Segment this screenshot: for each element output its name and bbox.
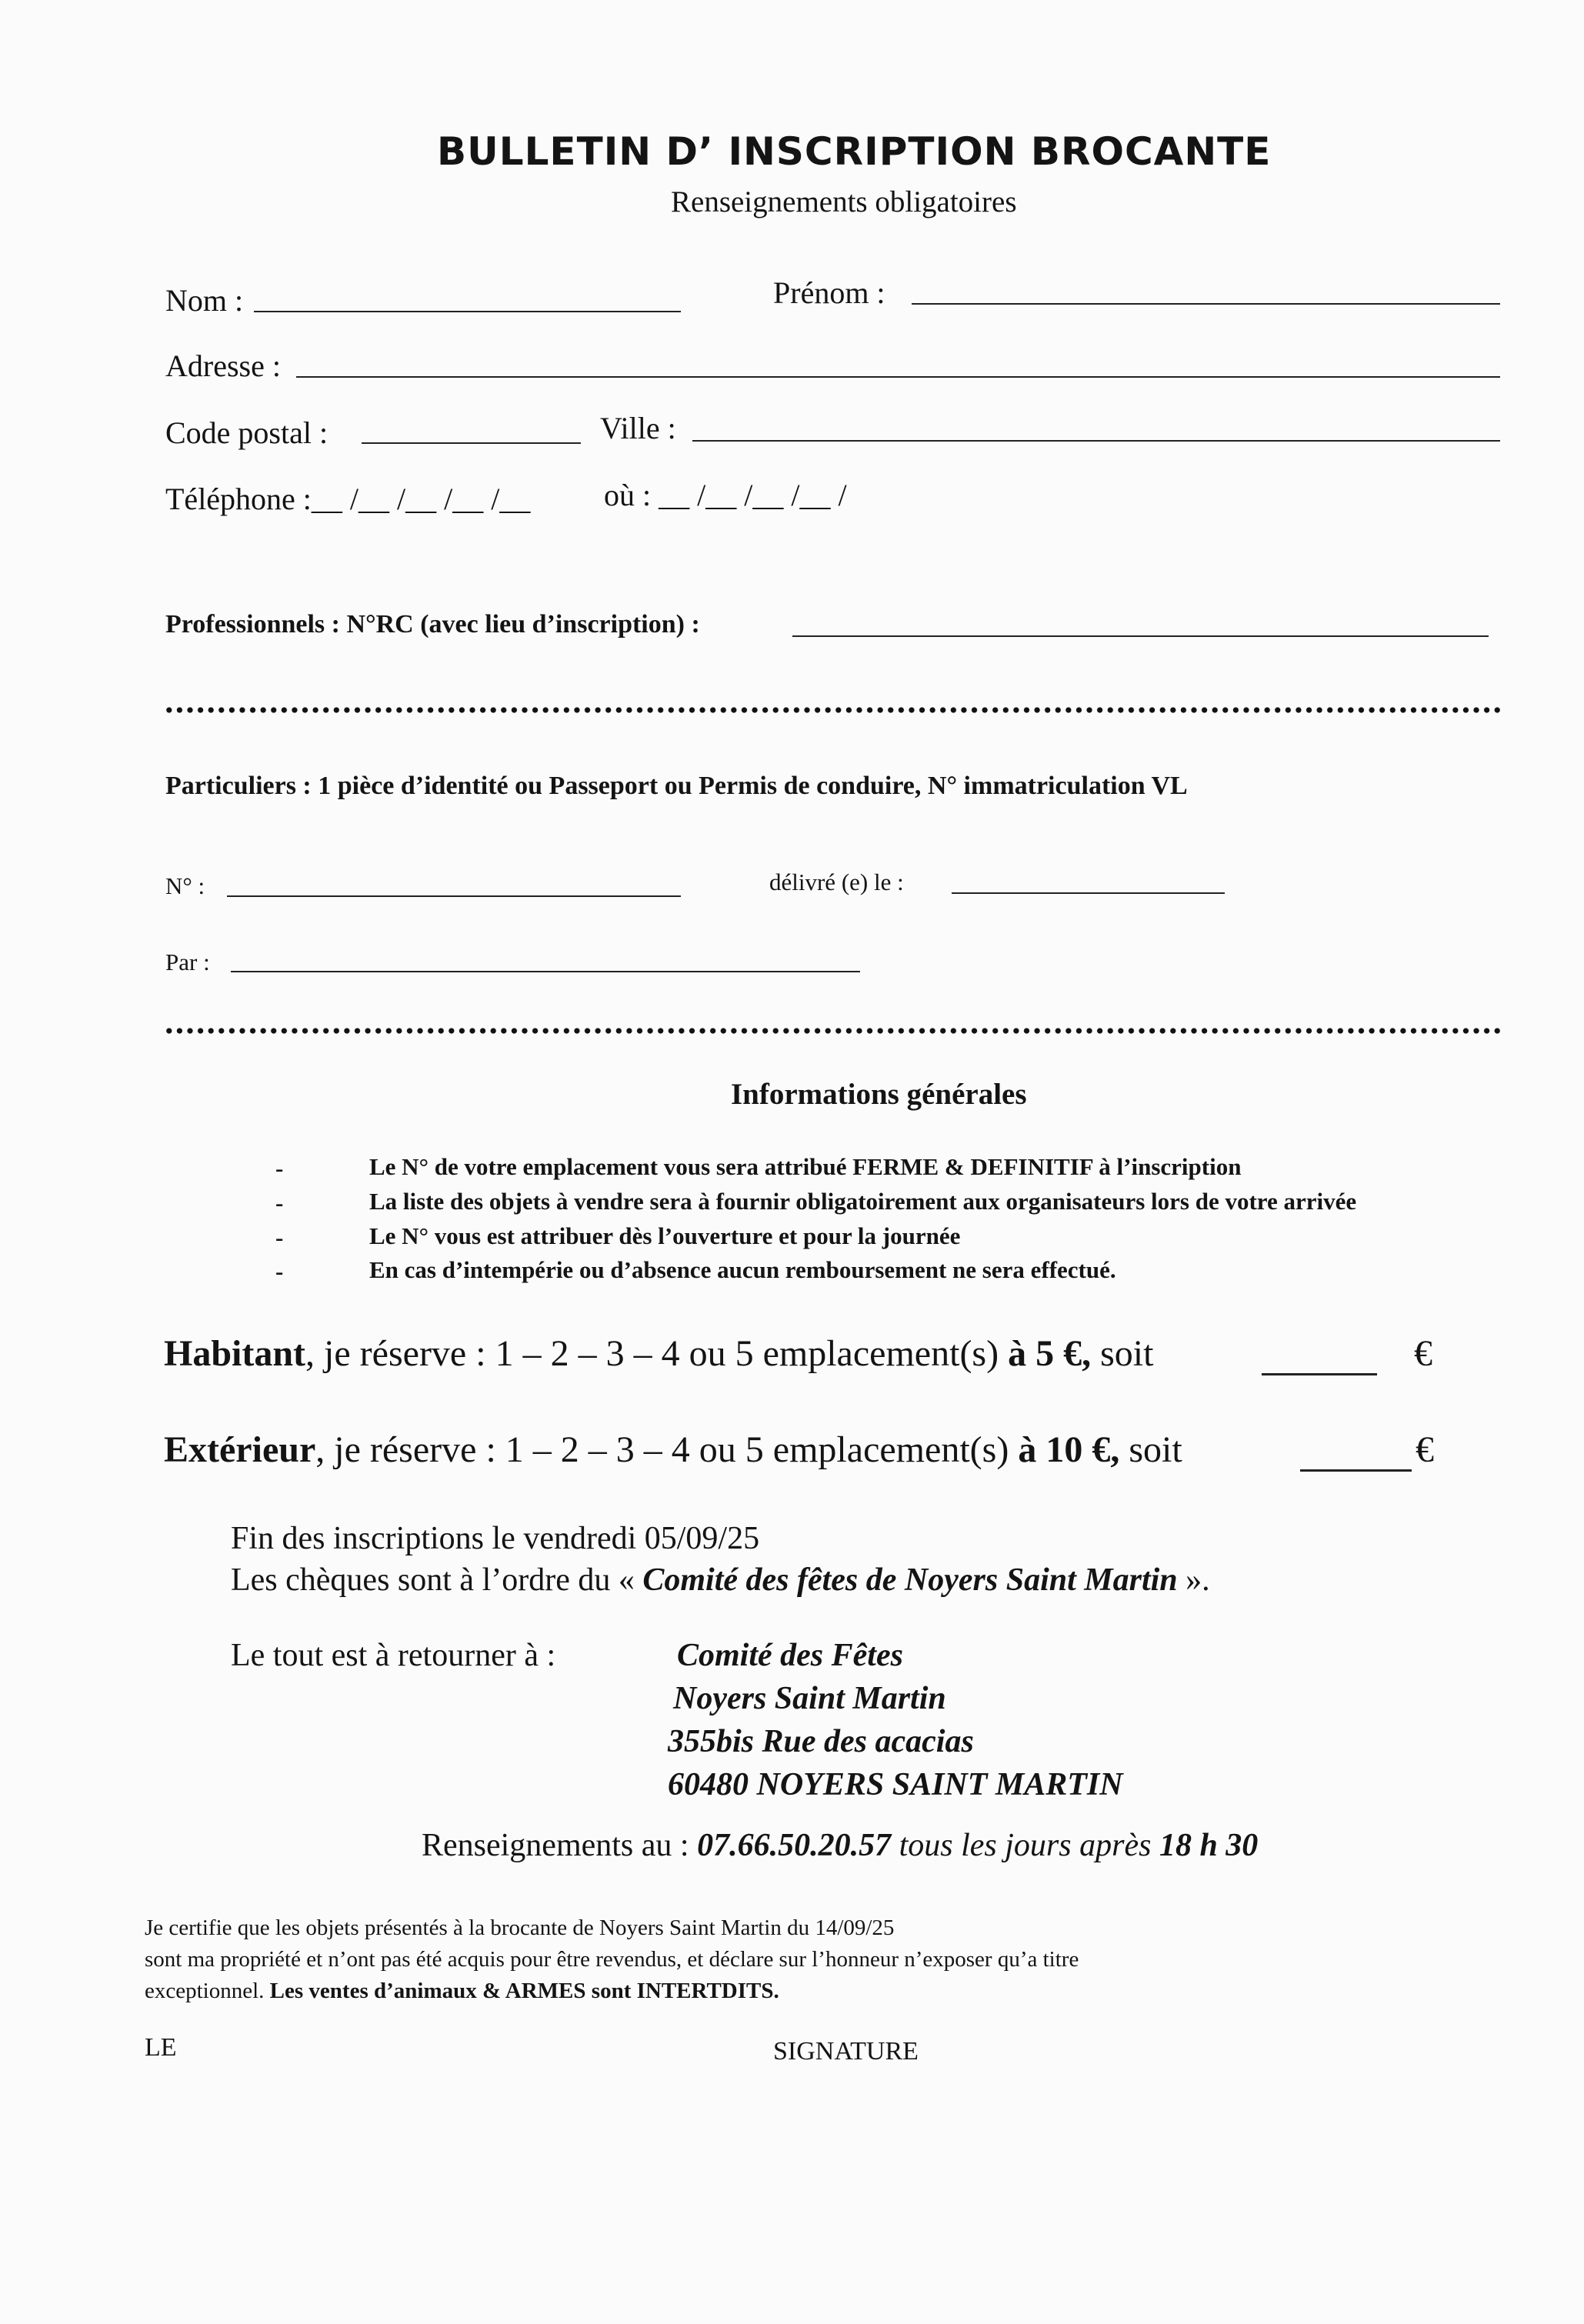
hours-prefix: tous les jours après: [891, 1828, 1159, 1863]
habitant-text: , je réserve : 1 – 2 – 3 – 4 ou 5 emplacement(s): [305, 1333, 1009, 1374]
prenom-label: Prénom :: [773, 275, 885, 310]
info-dash: -: [275, 1189, 284, 1216]
habitant-price: à 5 €,: [1008, 1333, 1092, 1374]
adresse-label: Adresse :: [165, 348, 281, 383]
par-label: Par :: [165, 949, 210, 975]
habitant-label: Habitant: [164, 1333, 306, 1374]
habitant-line: [164, 1332, 1153, 1375]
code-postal-label: Code postal :: [165, 415, 328, 450]
interdiction-notice: Les ventes d’animaux & ARMES sont INTERTDITS.: [269, 1979, 779, 2003]
numero-label: N° :: [165, 872, 205, 899]
certification-line: sont ma propriété et n’ont pas été acquis pour être revendus, et déclare sur l’honneur n’exposer qu’a titre: [145, 1947, 1079, 1972]
euro-sign: €: [1414, 1333, 1432, 1374]
exterieur-text: , je réserve : 1 – 2 – 3 – 4 ou 5 emplacement(s): [315, 1429, 1019, 1470]
code-postal-field[interactable]: [362, 442, 581, 444]
info-dash: -: [275, 1155, 284, 1182]
info-dash: -: [275, 1224, 284, 1251]
page-subtitle: Renseignements obligatoires: [671, 185, 1017, 218]
cheques-suffix: ».: [1177, 1562, 1210, 1598]
exterieur-soit: soit: [1119, 1429, 1182, 1470]
par-field[interactable]: [231, 971, 860, 972]
hours: 18 h 30: [1159, 1828, 1259, 1863]
nom-field[interactable]: [254, 311, 681, 312]
dotted-separator: [164, 706, 1502, 714]
address-line: Noyers Saint Martin: [673, 1681, 946, 1716]
nom-label: Nom :: [165, 283, 244, 318]
certification-line: Je certifie que les objets présentés à la brocante de Noyers Saint Martin du 14/09/25: [145, 1916, 895, 1940]
particuliers-label: Particuliers : 1 pièce d’identité ou Passeport ou Permis de conduire, N° immatriculation VL: [165, 772, 1188, 800]
info-item: Le N° vous est attribuer dès l’ouverture et pour la journée: [369, 1222, 961, 1249]
address-line: 60480 NOYERS SAINT MARTIN: [668, 1767, 1123, 1802]
fin-inscriptions: Fin des inscriptions le vendredi 05/09/25: [231, 1521, 760, 1556]
delivre-field[interactable]: [952, 892, 1225, 894]
professionnels-label: Professionnels : N°RC (avec lieu d’inscription) :: [165, 610, 700, 639]
renseignements-line: [422, 1827, 1258, 1864]
info-item: Le N° de votre emplacement vous sera attribué FERME & DEFINITIF à l’inscription: [369, 1153, 1242, 1180]
address-line: Comité des Fêtes: [677, 1638, 903, 1673]
telephone-field[interactable]: Téléphone :__ /__ /__ /__ /__: [165, 482, 531, 516]
prenom-field[interactable]: [912, 303, 1500, 305]
phone-number: 07.66.50.20.57: [697, 1828, 892, 1863]
signature-label: SIGNATURE: [773, 2037, 919, 2066]
delivre-label: délivré (e) le :: [769, 869, 904, 895]
rc-field[interactable]: [792, 635, 1489, 637]
exterieur-line: [164, 1429, 1182, 1471]
certification-prefix: exceptionnel.: [145, 1979, 270, 2003]
exterieur-label: Extérieur: [164, 1429, 316, 1470]
certification-line: [145, 1979, 779, 2004]
address-line: 355bis Rue des acacias: [668, 1724, 974, 1759]
euro-sign: €: [1416, 1429, 1434, 1470]
exterieur-price: à 10 €,: [1018, 1429, 1120, 1470]
info-item: En cas d’intempérie ou d’absence aucun remboursement ne sera effectué.: [369, 1256, 1116, 1283]
exterieur-amount-field[interactable]: [1300, 1469, 1412, 1472]
info-item: La liste des objets à vendre sera à fournir obligatoirement aux organisateurs lors de votre arrivée: [369, 1188, 1357, 1215]
ville-field[interactable]: [692, 440, 1500, 442]
cheques-prefix: Les chèques sont à l’ordre du «: [231, 1562, 643, 1598]
telephone-alt-field[interactable]: où : __ /__ /__ /__ /: [604, 478, 847, 512]
info-dash: -: [275, 1258, 284, 1285]
ville-label: Ville :: [600, 411, 676, 445]
cheques-line: [231, 1562, 1210, 1599]
page-title: BULLETIN D’ INSCRIPTION BROCANTE: [437, 129, 1272, 174]
informations-title: Informations générales: [731, 1078, 1027, 1111]
adresse-field[interactable]: [296, 376, 1500, 378]
cheques-name: Comité des fêtes de Noyers Saint Martin: [642, 1562, 1178, 1598]
habitant-soit: soit: [1091, 1333, 1154, 1374]
date-label: LE: [145, 2033, 177, 2062]
dotted-separator: [164, 1027, 1502, 1035]
habitant-amount-field[interactable]: [1262, 1373, 1377, 1375]
retour-label: Le tout est à retourner à :: [231, 1638, 556, 1673]
renseignements-prefix: Renseignements au :: [422, 1828, 698, 1863]
numero-field[interactable]: [227, 895, 681, 897]
